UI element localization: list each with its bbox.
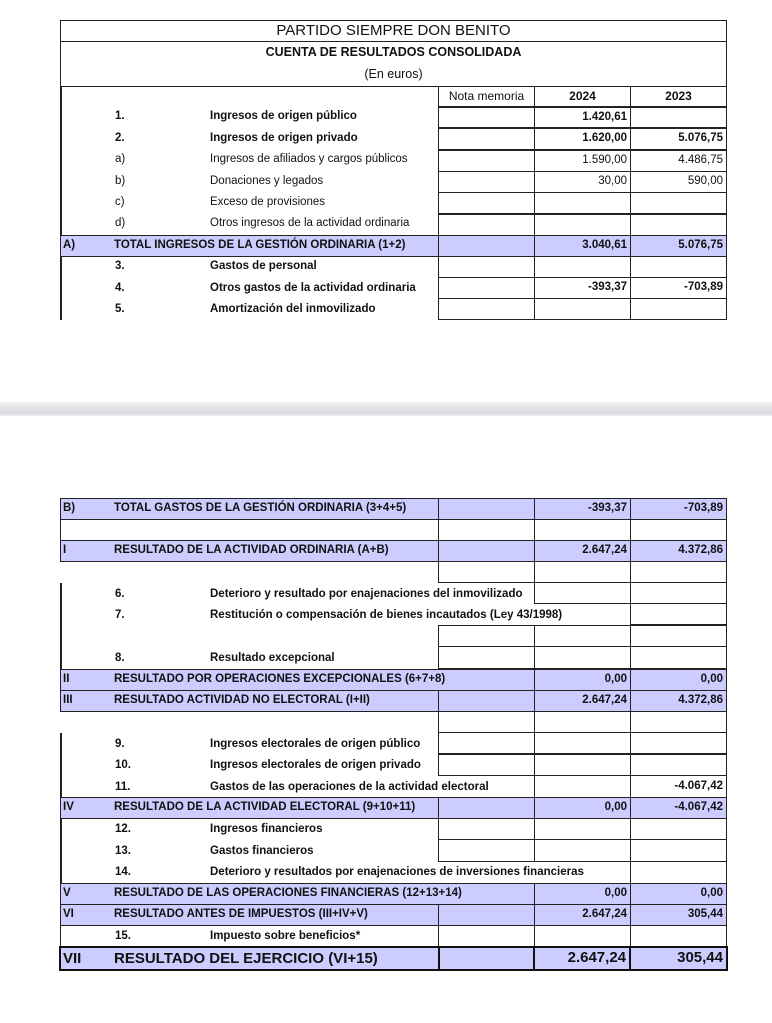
value-2023: 5.076,75	[630, 128, 727, 150]
value-2023: 5.076,75	[630, 235, 727, 257]
row-code: 14.	[115, 866, 131, 878]
col-header-nota: Nota memoria	[438, 86, 535, 107]
report-subtitle: CUENTA DE RESULTADOS CONSOLIDADA	[265, 45, 522, 59]
page-divider	[0, 402, 772, 416]
nota-cell	[438, 519, 535, 541]
value-2024	[534, 298, 631, 320]
row-label: Ingresos electorales de origen público	[210, 738, 421, 750]
value-2023: -4.067,42	[630, 775, 727, 798]
row-label: Donaciones y legados	[210, 175, 324, 187]
row-15	[60, 925, 439, 948]
row-label: RESULTADO ANTES DE IMPUESTOS (III+IV+V)	[114, 908, 368, 920]
value-2024: 30,00	[534, 171, 631, 193]
row-label: Deterioro y resultados por enajenaciones de inversiones financieras	[210, 866, 584, 878]
value-2024	[534, 256, 631, 278]
total-row-A	[60, 235, 439, 257]
total-row-III	[60, 690, 439, 712]
nota-cell	[438, 754, 535, 776]
nota-cell	[438, 214, 535, 236]
value-2024: 1.420,61	[534, 107, 631, 128]
row-code: 13.	[115, 845, 131, 857]
value-2024	[534, 775, 631, 798]
row-code: 3.	[115, 260, 125, 272]
row-label: Ingresos electorales de origen privado	[210, 759, 421, 771]
value-2023	[630, 582, 727, 604]
value-2024: 2.647,24	[534, 904, 631, 926]
row-code: 8.	[115, 652, 125, 664]
value-2023	[630, 646, 727, 669]
report-unit: (En euros)	[364, 67, 423, 81]
row-label: Ingresos de afiliados y cargos públicos	[210, 153, 408, 165]
nota-cell	[438, 171, 535, 193]
value-2024	[534, 732, 631, 754]
row-code: II	[63, 673, 70, 685]
row-code: I	[63, 544, 67, 556]
value-2024	[534, 625, 631, 647]
row-label: Impuesto sobre beneficios*	[210, 930, 361, 942]
value-2023	[630, 754, 727, 776]
row-code: 11.	[115, 781, 131, 793]
value-2024: 0,00	[534, 669, 631, 691]
row-label: RESULTADO POR OPERACIONES EXCEPCIONALES (6+7+8)	[114, 673, 446, 685]
value-2024: 2.647,24	[534, 540, 631, 562]
row-code: B)	[63, 502, 76, 514]
total-row-VI	[60, 904, 439, 926]
row-label: RESULTADO ACTIVIDAD NO ELECTORAL (I+II)	[114, 694, 370, 706]
nota-cell	[438, 946, 535, 971]
nota-cell	[438, 498, 535, 520]
row-label: Exceso de provisiones	[210, 196, 326, 208]
row-label: RESULTADO DEL EJERCICIO (VI+15)	[114, 950, 378, 967]
row-code: III	[63, 694, 73, 706]
value-2024: 1.620,00	[534, 128, 631, 150]
nota-cell	[438, 561, 535, 583]
value-2023	[630, 839, 727, 862]
row-code: 9.	[115, 738, 125, 750]
row-code: a)	[115, 153, 126, 165]
total-row-B	[60, 498, 439, 520]
value-2023	[630, 818, 727, 840]
row-label: Ingresos de origen privado	[210, 132, 358, 144]
value-2023: 4.372,86	[630, 690, 727, 712]
nota-cell	[438, 256, 535, 278]
value-2024	[534, 561, 631, 583]
nota-cell	[438, 540, 535, 562]
value-2024: 0,00	[534, 797, 631, 819]
value-2023	[630, 561, 727, 583]
nota-cell	[438, 732, 535, 754]
row-code: VI	[63, 908, 74, 920]
nota-cell	[438, 277, 535, 299]
nota-cell	[438, 298, 535, 320]
nota-cell	[438, 925, 535, 948]
value-2024: 1.590,00	[534, 150, 631, 172]
value-2023	[630, 214, 727, 236]
nota-cell	[438, 192, 535, 214]
row-label: Deterioro y resultado por enajenaciones del inmovilizado	[210, 588, 523, 600]
total-row-V	[60, 883, 535, 905]
value-2024: -393,37	[534, 498, 631, 520]
nota-cell	[438, 797, 535, 819]
row-code: VII	[63, 950, 82, 967]
value-2023	[630, 711, 727, 733]
value-2023	[630, 603, 727, 625]
value-2023: 590,00	[630, 171, 727, 193]
row-code: c)	[115, 196, 125, 208]
title-box	[60, 20, 727, 42]
row-code: 2.	[115, 132, 125, 144]
row-label: Ingresos de origen público	[210, 110, 357, 122]
value-2024	[534, 818, 631, 840]
row-label: RESULTADO DE LAS OPERACIONES FINANCIERAS (12+13+14)	[114, 887, 462, 899]
value-2024	[534, 711, 631, 733]
row-label: Resultado excepcional	[210, 652, 335, 664]
value-2023: -703,89	[630, 498, 727, 520]
value-2023: -703,89	[630, 277, 727, 299]
value-2023: 0,00	[630, 883, 727, 905]
value-2023	[630, 625, 727, 647]
value-2024: 2.647,24	[533, 946, 631, 971]
row-code: 15.	[115, 930, 131, 942]
row-label: RESULTADO DE LA ACTIVIDAD ORDINARIA (A+B)	[114, 544, 389, 556]
value-2023: 305,44	[629, 946, 728, 971]
row-label: Restitución o compensación de bienes incautados (Ley 43/1998)	[210, 609, 563, 621]
row-code: IV	[63, 801, 74, 813]
row-label: Amortización del inmovilizado	[210, 303, 376, 315]
total-row-I	[60, 540, 439, 562]
row-label: Otros gastos de la actividad ordinaria	[210, 282, 416, 294]
row-code: 7.	[115, 609, 125, 621]
value-2024	[534, 214, 631, 236]
row-code: A)	[63, 239, 76, 251]
nota-cell	[438, 150, 535, 172]
row-code: d)	[115, 217, 126, 229]
value-2024	[534, 925, 631, 948]
row-code: 6.	[115, 588, 125, 600]
row-code: 1.	[115, 110, 125, 122]
nota-cell	[438, 904, 535, 926]
row-label: TOTAL INGRESOS DE LA GESTIÓN ORDINARIA (1+2)	[114, 239, 406, 251]
nota-cell	[438, 839, 535, 862]
row-label: Otros ingresos de la actividad ordinaria	[210, 217, 410, 229]
value-2024	[534, 646, 631, 669]
value-2024	[534, 839, 631, 862]
value-2024	[534, 754, 631, 776]
value-2023	[630, 732, 727, 754]
subtitle-box	[60, 41, 727, 87]
report-title: PARTIDO SIEMPRE DON BENITO	[276, 22, 511, 39]
row-label: RESULTADO DE LA ACTIVIDAD ELECTORAL (9+10+11)	[114, 801, 416, 813]
value-2024: 0,00	[534, 883, 631, 905]
row-code: 10.	[115, 759, 131, 771]
value-2023	[630, 298, 727, 320]
value-2023	[630, 192, 727, 214]
value-2023: 0,00	[630, 669, 727, 691]
nota-cell	[438, 625, 535, 647]
nota-cell	[438, 107, 535, 128]
value-2024: 3.040,61	[534, 235, 631, 257]
value-2024: -393,37	[534, 277, 631, 299]
blank-row	[60, 519, 439, 541]
nota-cell	[438, 235, 535, 257]
value-2024	[534, 519, 631, 541]
total-row-IV	[60, 797, 439, 819]
row-label: TOTAL GASTOS DE LA GESTIÓN ORDINARIA (3+4+5)	[114, 502, 407, 514]
nota-cell	[438, 128, 535, 150]
value-2023: 4.372,86	[630, 540, 727, 562]
row-code: 5.	[115, 303, 125, 315]
row-label: Gastos de las operaciones de la actividad electoral	[210, 781, 489, 793]
value-2023	[630, 925, 727, 948]
row-code: V	[63, 887, 71, 899]
row-label: Gastos financieros	[210, 845, 314, 857]
value-2024	[534, 192, 631, 214]
value-2024	[534, 582, 631, 604]
value-2023: 305,44	[630, 904, 727, 926]
nota-cell	[438, 818, 535, 840]
col-header-2024: 2024	[534, 86, 631, 107]
nota-cell	[438, 646, 535, 669]
nota-cell	[438, 711, 535, 733]
total-row-II	[60, 669, 535, 691]
total-row-VII	[59, 946, 440, 971]
row-code: 4.	[115, 282, 125, 294]
nota-cell	[438, 690, 535, 712]
row-code: 12.	[115, 823, 131, 835]
value-2023	[630, 861, 727, 884]
value-2023: -4.067,42	[630, 797, 727, 819]
value-2023: 4.486,75	[630, 150, 727, 172]
value-2024: 2.647,24	[534, 690, 631, 712]
value-2023	[630, 519, 727, 541]
value-2023	[630, 256, 727, 278]
col-header-2023: 2023	[630, 86, 727, 107]
row-code: b)	[115, 175, 126, 187]
value-2023	[630, 107, 727, 128]
row-label: Ingresos financieros	[210, 823, 323, 835]
row-label: Gastos de personal	[210, 260, 317, 272]
